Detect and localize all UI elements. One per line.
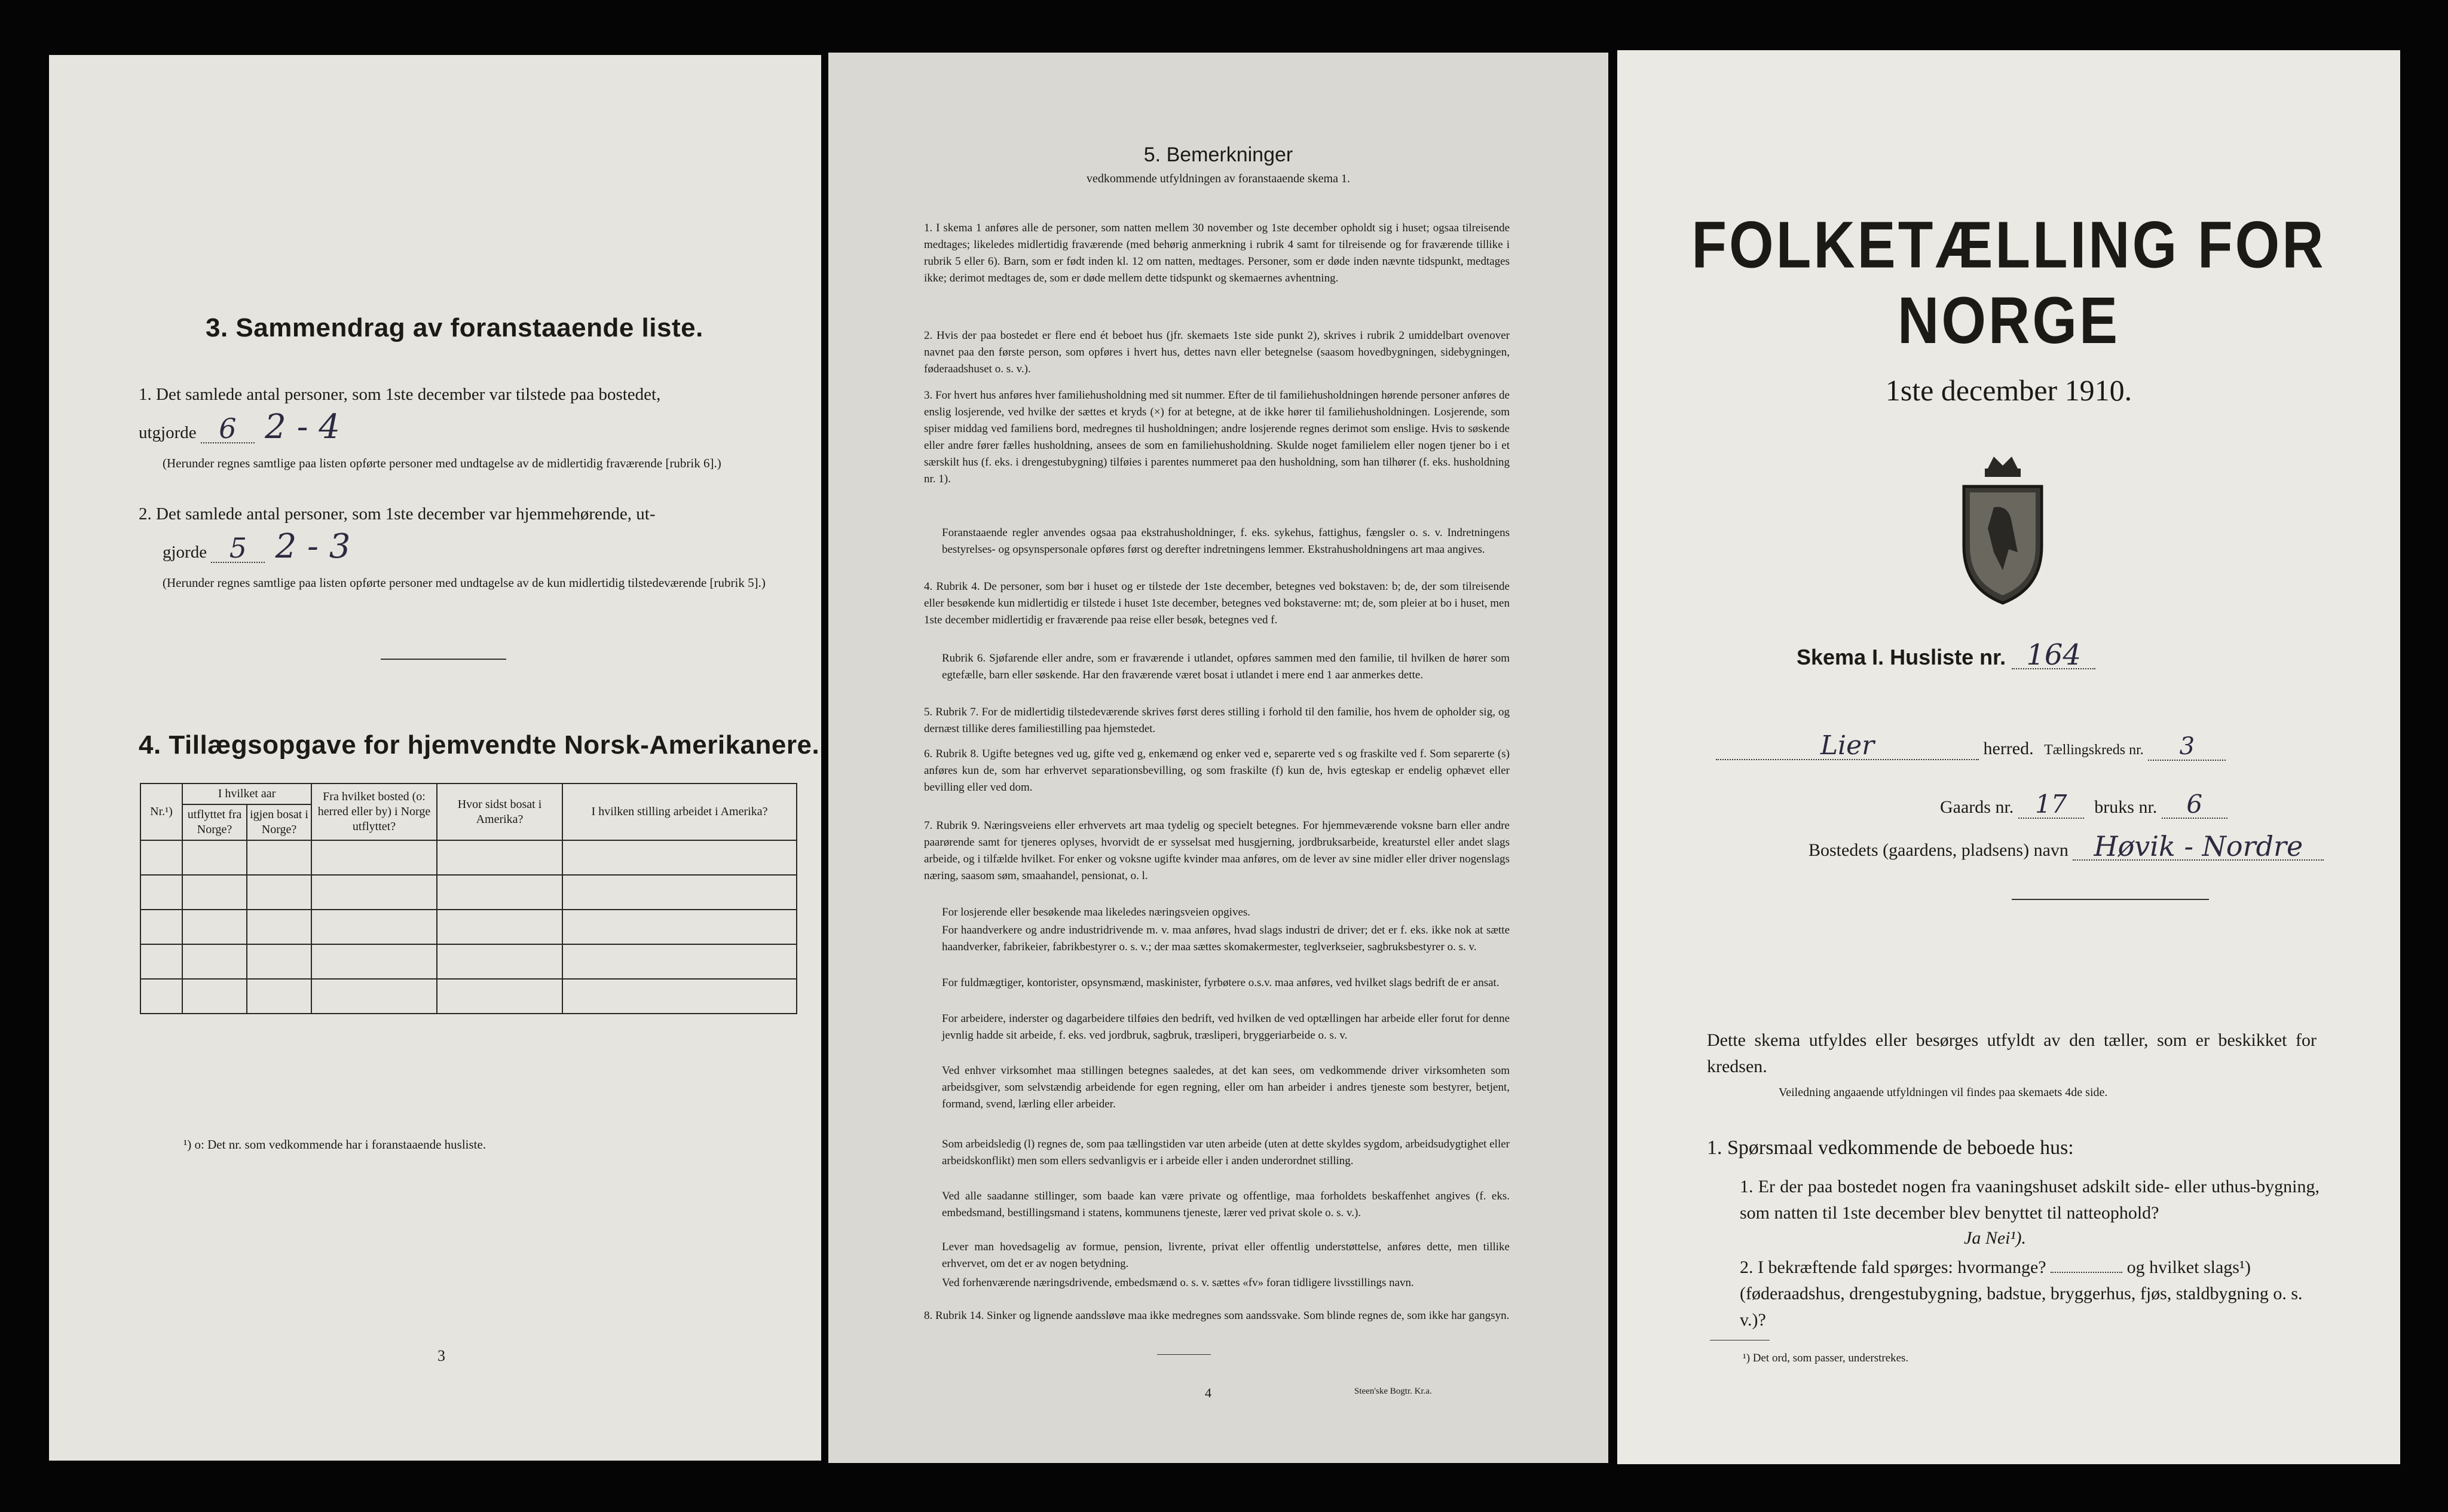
item1-note: (Herunder regnes samtlige paa listen opførte personer med undtagelse av de midlertidig fraværende [rubrik 6].): [163, 456, 721, 470]
page-3-summary: [49, 55, 821, 1461]
bosted-line: [1809, 830, 2324, 864]
footnote: ¹) Det ord, som passer, understrekes.: [1743, 1352, 1909, 1364]
table-row: [140, 910, 797, 944]
norsk-amerikaner-table: [140, 783, 797, 1014]
remark-8: 8. Rubrik 14. Sinker og lignende aandssløve maa ikke medregnes som aandssvake. Som blinde regnes de, som ikke har gangsyn.: [924, 1309, 1510, 1322]
ornament-divider: [2012, 899, 2209, 900]
item2-hw-extra: 2 - 3: [275, 527, 351, 566]
item2-answer-line: [163, 527, 351, 566]
divider: [381, 659, 506, 660]
remark-7j: Ved forhenværende næringsdrivende, embedsmænd o. s. v. sættes «fv» foran tidligere livsstillings navn.: [942, 1277, 1414, 1289]
skema-label: Skema I. Husliste nr.: [1797, 645, 2006, 669]
question-2-a: 2. I bekræftende fald spørges: hvormange?: [1740, 1257, 2046, 1277]
table-row: [140, 875, 797, 910]
remark-7g: Som arbeidsledig (l) regnes de, som paa tællingstiden var uten arbeide (uten at dette skyldes sygdom, arbeidsudygtighet eller arbeidskonflikt) men som ellers sedvanligvis er i arbeide eller i anden underordnet stilling.: [942, 1138, 1510, 1167]
husliste-nr: 164: [2012, 642, 2095, 669]
item2-prefix: gjorde: [163, 543, 207, 562]
page-number: 4: [1205, 1385, 1211, 1400]
remark-5: 5. Rubrik 7. For de midlertidig tilstedeværende skrives først deres stilling i forhold til den familie, hos hvem de opholder sig, og dernæst tillike deres familiestilling paa hjemstedet.: [924, 706, 1510, 735]
herred-line: [1716, 730, 2361, 763]
kreds-value: 3: [2148, 733, 2226, 761]
bosted-value: Høvik - Nordre: [2073, 833, 2324, 861]
question-1: 1. Er der paa bostedet nogen fra vaaningshuset adskilt side- eller uthus-bygning, som natten til 1ste december blev benyttet til natteophold?: [1740, 1177, 2320, 1223]
col-group-year: I hvilket aar: [182, 783, 311, 804]
item1-value: 6: [201, 415, 255, 443]
remark-3b: Foranstaaende regler anvendes ogsaa paa ekstrahusholdninger, f. eks. sykehus, fattighus, fængsler o. s. v. Indretningens bestyrelses- og opsynspersonale opføres først og derefter indretningens lemmer. Ekstrahusholdningens art maa angives.: [942, 527, 1510, 556]
remarks-title: 5. Bemerkninger: [1143, 143, 1293, 166]
gaards-value: 17: [2018, 791, 2084, 819]
form-title: FOLKETÆLLING FOR NORGE: [1691, 208, 2326, 358]
table-row: [140, 840, 797, 875]
col-position: I hvilken stilling arbeidet i Amerika?: [562, 783, 797, 840]
item2-text: 2. Det samlede antal personer, som 1ste december var hjemmehørende, ut-: [139, 504, 656, 524]
remark-7e: For arbeidere, inderster og dagarbeidere tilføies den bedrift, ved hvilken de ved optællingen har arbeide eller forut for denne jevnlig hadde sit arbeide, f. eks. ved jordbruk, sagbruk, træsliperi, bryggeriarbeide o. s. v.: [942, 1012, 1510, 1042]
page-1-cover: [1617, 50, 2400, 1464]
question-2-c: (føderaadshus, drengestubygning, badstue, bryggerhus, fjøs, staldbygning o. s. v.)?: [1740, 1284, 2303, 1330]
question-1-answer: Ja Nei¹).: [1964, 1228, 2026, 1248]
col-nr: Nr.¹): [140, 783, 182, 840]
question-2-blank: [2051, 1272, 2122, 1273]
printer-credit: Steen'ske Bogtr. Kr.a.: [1354, 1386, 1432, 1396]
question-2-b: og hvilket slags¹): [2126, 1257, 2251, 1277]
remark-7h: Ved alle saadanne stillinger, som baade kan være private og offentlige, maa forholdets beskaffenhet angives (f. eks. embedsmand, bestillingsmand i statens, kommunens tjeneste, lærer ved privat skole o. s. v.).: [942, 1190, 1510, 1219]
remark-6: 6. Rubrik 8. Ugifte betegnes ved ug, gifte ved g, enkemænd og enker ved e, separerte ved s og fraskilte ved f. Som separerte (s) anføres kun de, som har erhvervet separationsbevilling, og som fraskilte (f) kun de, hvis egteskap er endelig ophævet eller bevilling eller ved dom.: [924, 748, 1510, 794]
skema-line: [1797, 638, 2095, 672]
remark-2: 2. Hvis der paa bostedet er flere end ét beboet hus (jfr. skemaets 1ste side punkt 2), skrives i rubrik 2 umiddelbart ovenover navnet paa den første person, som opføres i hvert hus, dettes navn eller betegnelse (saasom hovedbygningen, sidebygningen, føderaadshuset o. s. v.).: [924, 329, 1510, 375]
remark-4: 4. Rubrik 4. De personer, som bør i huset og er tilstede der 1ste december, betegnes ved bokstaven: b; de, der som tilreisende eller besøkende kun midlertidig er tilstede i huset 1ste december, betegnes ved bokstaverne: mt; de, som pleier at bo i huset, men 1ste december midlertidig er fraværende paa reise eller besøk, betegnes ved f.: [924, 580, 1510, 626]
gaards-label: Gaards nr.: [1940, 797, 2014, 817]
table-row: [140, 944, 797, 979]
kreds-label: Tællingskreds nr.: [2044, 742, 2144, 758]
item1-text: 1. Det samlede antal personer, som 1ste december var tilstede paa bostedet,: [139, 385, 661, 404]
gaards-line: [1940, 791, 2227, 821]
bosted-label: Bostedets (gaardens, pladsens) navn: [1809, 840, 2068, 860]
remark-7c: For haandverkere og andre industridrivende m. v. maa anføres, hvad slags industri de driver; det er f. eks. ikke nok at sætte haandverker, fabrikeier, fabrikbestyrer o. s. v.; der maa sættes skomakermester, teglverkseier, sagbruksbestyrer o. s. v.: [942, 924, 1510, 953]
remark-7d: For fuldmægtiger, kontorister, opsynsmænd, maskinister, fyrbøtere o.s.v. maa anføres, ved hvilket slags bedrift de er ansat.: [942, 977, 1500, 989]
remark-4b: Rubrik 6. Sjøfarende eller andre, som er fraværende i utlandet, opføres sammen med den familie, til hvilken de hører som egtefælle, barn eller søskende. Har den fraværende været bosat i utlandet i mere end 1 aar anmerkes dette.: [942, 652, 1510, 681]
table-row: [140, 979, 797, 1014]
herred-label: herred.: [1983, 739, 2034, 758]
herred-value: Lier: [1716, 733, 1979, 760]
item1-hw-extra: 2 - 4: [265, 408, 340, 446]
page-number: 3: [437, 1347, 445, 1364]
remark-1: 1. I skema 1 anføres alle de personer, som natten mellem 30 november og 1ste december opholdt sig i huset; ogsaa tilreisende medtages; likeledes midlertidig fraværende (med behørig anmerkning i rubrik 4 samt for tilreisende og for fraværende tillike i rubrik 5 eller 6). Barn, som er født inden kl. 12 om natten, medtages. Personer, som er døde inden nævnte tidspunkt, medtages ikke; derimot medtages de, som er døde mellem dette tidspunkt og skemaernes avhentning.: [924, 222, 1510, 284]
bruks-value: 6: [2162, 791, 2227, 819]
remark-3: 3. For hvert hus anføres hver familiehusholdning med sit nummer. Efter de til familiehusholdningen hørende personer anføres de enslig losjerende, ved hvilke der sættes et kryds (×) for at betegne, at de ikke hører til familiehusholdningen. Losjerende, som spiser middag ved familiens bord, medregnes til husholdningen; andre losjerende regnes derimot som enslige. Hvis to søskende eller andre fører fælles husholdning, ansees de som en familiehusholdning. Skulde noget familielem eller nogen tjener bo i et særskilt hus (f. eks. i drengestubygning) tilføies i parentes nummeret paa den husholdning, som han tilhører (f. eks. husholdning nr. 1).: [924, 389, 1510, 485]
col-last-residence: Hvor sidst bosat i Amerika?: [437, 783, 562, 840]
remark-7: 7. Rubrik 9. Næringsveiens eller erhvervets art maa tydelig og specielt betegnes. For hjemmeværende voksne barn eller andre paarørende samt for tjeneres oplyses, hvorvidt de er sysselsat med husgjerning, jordbruksarbeide, kreaturstel eller andet slags arbeide, og i tilfælde hvilket. For enker og voksne ugifte kvinder maa anføres, om de lever av sine midler eller driver nogenslags næring, saasom søm, smaahandel, pensionat, o. l.: [924, 819, 1510, 882]
item2-value: 5: [211, 534, 265, 563]
divider: [1157, 1354, 1211, 1355]
section3-title: 3. Sammendrag av foranstaaende liste.: [206, 313, 703, 342]
instruction-text: Dette skema utfyldes eller besørges utfyldt av den tæller, som er beskikket for kredsen.: [1707, 1030, 2317, 1076]
col-returned: igjen bosat i Norge?: [247, 804, 311, 840]
remark-7i: Lever man hovedsagelig av formue, pension, livrente, privat eller offentlig understøttelse, anføres dette, men tillike erhvervet, om det er av nogen betydning.: [942, 1241, 1510, 1270]
col-emigrated: utflyttet fra Norge?: [182, 804, 247, 840]
bruks-label: bruks nr.: [2094, 797, 2158, 817]
remarks-subtitle: vedkommende utfyldningen av foranstaaende skema 1.: [1087, 172, 1350, 185]
col-from-where: Fra hvilket bosted (o: herred eller by) i Norge utflyttet?: [311, 783, 437, 840]
item2-note: (Herunder regnes samtlige paa listen opførte personer med undtagelse av de kun midlertidig tilstedeværende [rubrik 5].): [163, 576, 766, 590]
form-date: 1ste december 1910.: [1885, 374, 2132, 407]
coat-of-arms-icon: [1952, 451, 2054, 606]
remark-7f: Ved enhver virksomhet maa stillingen betegnes saaledes, at det kan sees, om vedkommende driver virksomheten som arbeidsgiver, som selvstændig arbeidende for egen regning, eller om han arbeider i andres tjeneste som bestyrer, betjent, formand, svend, lærling eller arbeider.: [942, 1064, 1510, 1110]
remark-7b: For losjerende eller besøkende maa likeledes næringsveien opgives.: [942, 906, 1251, 919]
question-2: [1740, 1254, 2320, 1333]
instruction-note: Veiledning angaaende utfyldningen vil findes paa skemaets 4de side.: [1779, 1086, 2108, 1099]
page-4-remarks: [828, 53, 1608, 1463]
item1-prefix: utgjorde: [139, 423, 197, 442]
item1-answer-line: [139, 408, 340, 446]
question-heading: 1. Spørsmaal vedkommende de beboede hus:: [1707, 1137, 2074, 1159]
table-footnote: ¹) o: Det nr. som vedkommende har i foranstaaende husliste.: [183, 1137, 486, 1152]
section4-title: 4. Tillægsopgave for hjemvendte Norsk-Amerikanere.: [139, 730, 820, 760]
